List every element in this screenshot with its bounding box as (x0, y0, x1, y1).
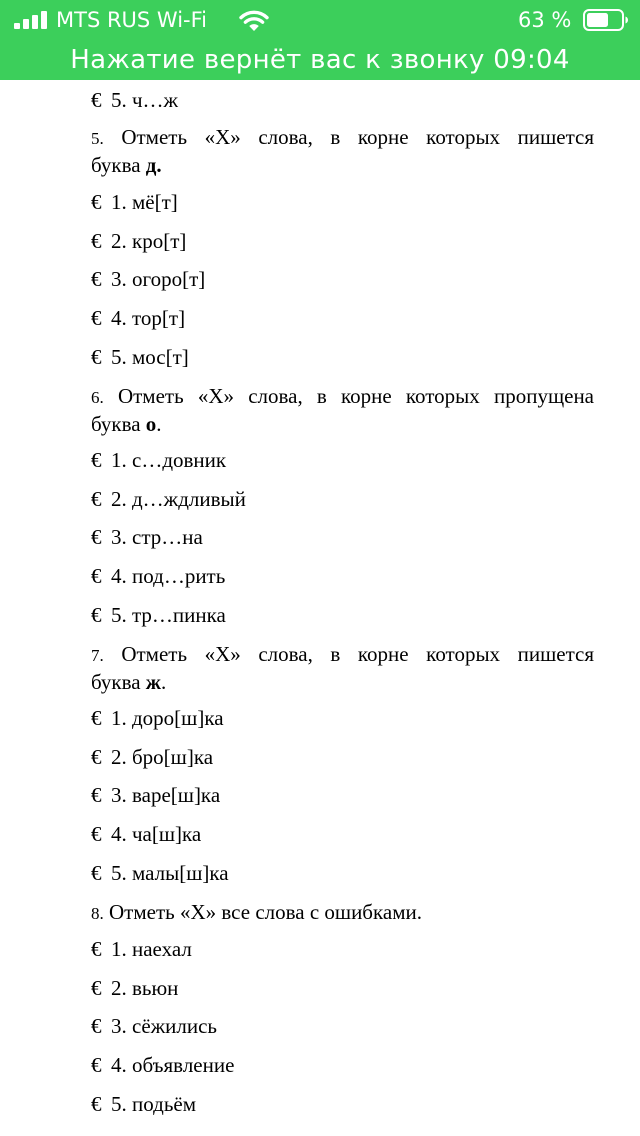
option-text: 2. вьюн (111, 976, 179, 1000)
option-marker: € (91, 822, 102, 846)
option-item (91, 485, 246, 513)
option-text: 2. бро[ш]ка (111, 745, 214, 769)
status-row (0, 0, 640, 40)
option-item (91, 781, 220, 809)
return-to-call-banner[interactable]: Нажатие вернёт вас к звонку 09:04 (70, 45, 570, 75)
question-6 (91, 382, 594, 438)
question-text-cont: буква (91, 412, 146, 436)
option-text: 5. тр…пинка (111, 603, 226, 627)
question-8 (91, 898, 594, 926)
option-marker: € (91, 861, 102, 885)
option-text: 1. мё[т] (111, 190, 178, 214)
option-text: 3. варе[ш]ка (111, 783, 221, 807)
cellular-signal-icon (14, 11, 48, 29)
option-item (91, 304, 185, 332)
option-text: 5. малы[ш]ка (111, 861, 229, 885)
question-text-cont: буква (91, 670, 146, 694)
option-marker: € (91, 267, 102, 291)
question-text: Отметь «Х» слова, в корне которых пишется (121, 642, 595, 666)
option-marker: € (91, 448, 102, 472)
question-text-suffix: . (161, 670, 167, 694)
option-marker: € (91, 190, 102, 214)
option-item (91, 1051, 234, 1079)
option-marker: € (91, 937, 102, 961)
option-marker: € (91, 1014, 102, 1038)
option-text: 2. кро[т] (111, 229, 187, 253)
question-text: Отметь «Х» слова, в корне которых пишется (121, 125, 595, 149)
option-marker: € (91, 229, 102, 253)
option-text: 4. объявление (111, 1053, 235, 1077)
option-marker: € (91, 745, 102, 769)
question-text: Отметь «Х» слова, в корне которых пропущена (117, 384, 595, 408)
battery-icon (583, 9, 629, 31)
option-text: 4. под…рить (111, 564, 226, 588)
option-item (91, 601, 226, 629)
option-item (91, 343, 189, 371)
option-item (91, 227, 186, 255)
option-item (91, 562, 225, 590)
question-7 (91, 640, 594, 696)
option-marker: € (91, 525, 102, 549)
option-marker: € (91, 706, 102, 730)
question-number: 8. (91, 904, 104, 923)
wifi-icon (238, 8, 270, 32)
option-item (91, 1012, 217, 1040)
option-item (91, 743, 213, 771)
option-item (91, 704, 224, 732)
option-item (91, 935, 192, 963)
option-item (91, 859, 229, 887)
option-marker: € (91, 564, 102, 588)
option-text: 5. мос[т] (111, 345, 189, 369)
option-marker: € (91, 487, 102, 511)
option-text: 5. ч…ж (111, 88, 179, 112)
option-marker: € (91, 306, 102, 330)
option-marker: € (91, 976, 102, 1000)
question-number: 7. (91, 646, 104, 665)
option-item (91, 446, 226, 474)
option-item (91, 188, 178, 216)
option-text: 3. огоро[т] (111, 267, 206, 291)
option-marker: € (91, 603, 102, 627)
option-text: 3. сёжились (111, 1014, 218, 1038)
option-text: 2. д…ждливый (111, 487, 246, 511)
option-text: 5. подьём (111, 1092, 197, 1116)
option-marker: € (91, 88, 102, 112)
option-text: 1. доро[ш]ка (111, 706, 224, 730)
question-letter: д. (145, 153, 162, 177)
question-letter: о (145, 412, 157, 436)
option-text: 1. с…довник (111, 448, 227, 472)
option-marker: € (91, 345, 102, 369)
question-number: 6. (91, 388, 104, 407)
question-text-cont: буква (91, 153, 146, 177)
battery-percentage: 63 % (518, 8, 572, 32)
option-marker: € (91, 783, 102, 807)
question-number: 5. (91, 129, 104, 148)
option-item (91, 820, 201, 848)
status-bar (0, 0, 640, 80)
carrier-name: MTS RUS Wi-Fi (56, 8, 208, 32)
option-item (91, 974, 178, 1002)
option-text: 4. ча[ш]ка (111, 822, 202, 846)
option-item (91, 86, 178, 114)
option-marker: € (91, 1053, 102, 1077)
question-text-suffix: . (156, 412, 162, 436)
option-item (91, 1090, 196, 1118)
option-item (91, 523, 203, 551)
option-text: 3. стр…на (111, 525, 203, 549)
option-text: 4. тор[т] (111, 306, 186, 330)
question-5 (91, 123, 594, 179)
option-marker: € (91, 1092, 102, 1116)
option-item (91, 265, 205, 293)
question-letter: ж (145, 670, 162, 694)
question-text: Отметь «Х» все слова с ошибками. (109, 900, 422, 924)
option-text: 1. наехал (111, 937, 192, 961)
